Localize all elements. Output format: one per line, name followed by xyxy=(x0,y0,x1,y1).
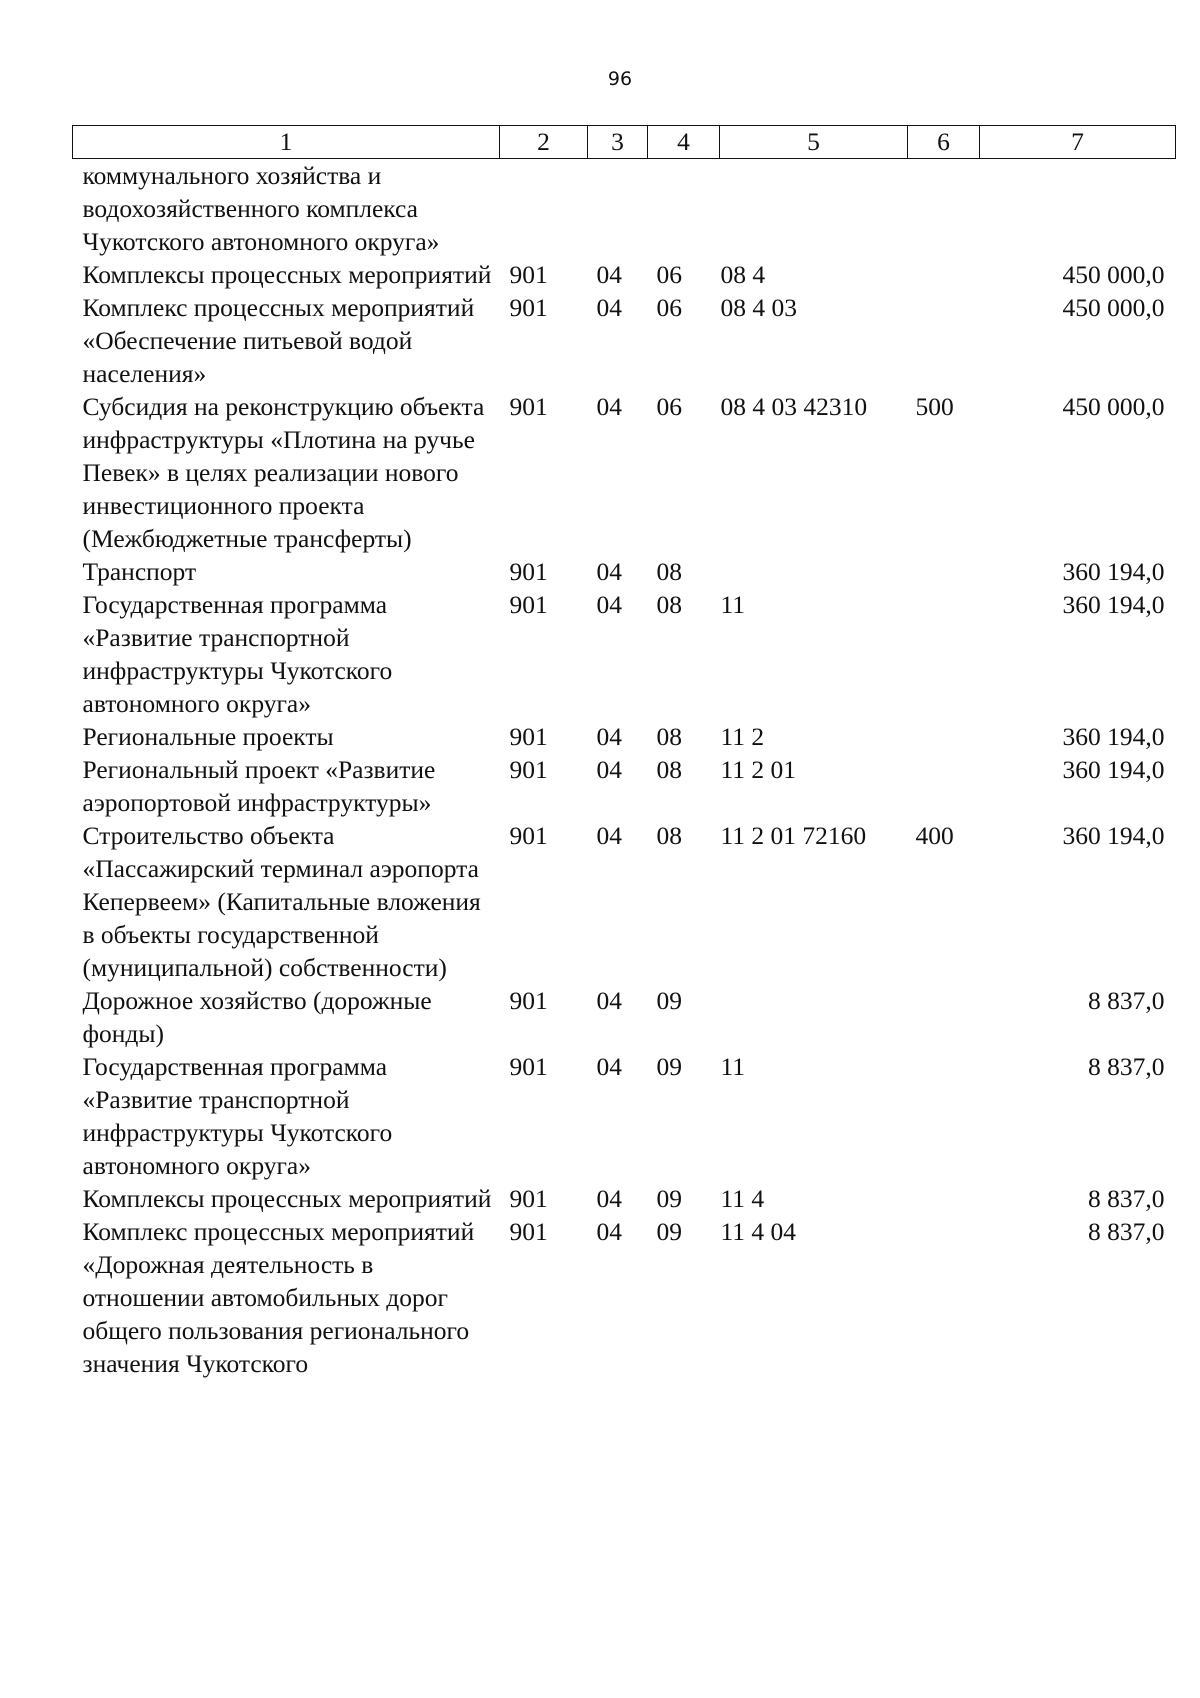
row-expense-type xyxy=(908,1182,980,1215)
row-ministry-code: 901 xyxy=(509,1184,548,1213)
row-ministry-code: 901 xyxy=(509,755,548,784)
row-ministry-code: 901 xyxy=(509,557,548,586)
row-amount: 450 000,0 xyxy=(1062,260,1165,289)
row-ministry-code: 901 xyxy=(509,986,548,1015)
column-header-2: 2 xyxy=(500,126,588,159)
row-amount: 360 194,0 xyxy=(1062,590,1165,619)
table-row xyxy=(73,753,1176,819)
table-row xyxy=(73,555,1176,588)
row-subsection-code: 08 xyxy=(656,590,682,619)
row-target-article: 11 2 01 xyxy=(720,755,797,784)
row-amount: 8 837,0 xyxy=(1088,986,1165,1015)
row-section-code: 04 xyxy=(596,986,622,1015)
row-ministry-code: 901 xyxy=(509,1217,548,1246)
row-name: Комплексы процессных мероприятий xyxy=(82,1184,492,1213)
row-amount: 360 194,0 xyxy=(1062,557,1165,586)
row-expense-type: 500 xyxy=(915,392,954,421)
column-header-4: 4 xyxy=(648,126,720,159)
table-row xyxy=(73,258,1176,291)
row-section-code: 04 xyxy=(596,1184,622,1213)
row-name: Комплекс процессных мероприятий «Обеспечение питьевой водой населения» xyxy=(82,293,475,388)
row-target-article: 11 4 04 xyxy=(720,1217,797,1246)
budget-table xyxy=(72,125,1176,1380)
row-name: Транспорт xyxy=(82,557,197,586)
row-amount: 8 837,0 xyxy=(1088,1184,1165,1213)
row-subsection-code: 08 xyxy=(656,821,682,850)
row-subsection-code: 08 xyxy=(656,755,682,784)
row-section-code: 04 xyxy=(596,722,622,751)
row-target-article xyxy=(720,159,908,259)
table-row xyxy=(73,291,1176,390)
row-subsection-code: 08 xyxy=(656,722,682,751)
row-section-code: 04 xyxy=(596,557,622,586)
row-subsection-code: 06 xyxy=(656,260,682,289)
row-name: Комплекс процессных мероприятий «Дорожная деятельность в отношении автомобильных дорог общего пользования регионального значения Чукотского xyxy=(82,1217,475,1378)
row-amount: 450 000,0 xyxy=(1062,293,1165,322)
page-number: 96 xyxy=(607,68,633,90)
table-row xyxy=(73,390,1176,555)
row-subsection-code: 09 xyxy=(656,1052,682,1081)
row-ministry-code: 901 xyxy=(509,293,548,322)
row-expense-type xyxy=(908,753,980,819)
row-expense-type xyxy=(908,1050,980,1182)
table-header-row xyxy=(73,126,1176,159)
row-name: Строительство объекта «Пассажирский терминал аэропорта Кепервеем» (Капитальные вложения в объекты государственной (муниципальной) собственности) xyxy=(82,821,481,982)
row-section-code: 04 xyxy=(596,1052,622,1081)
row-name: Комплексы процессных мероприятий xyxy=(82,260,492,289)
row-expense-type xyxy=(908,291,980,390)
row-expense-type xyxy=(908,1215,980,1380)
row-ministry-code: 901 xyxy=(509,821,548,850)
row-section-code: 04 xyxy=(596,590,622,619)
row-subsection-code: 09 xyxy=(656,1217,682,1246)
table-row xyxy=(73,984,1176,1050)
row-ministry-code xyxy=(500,159,588,259)
row-target-article: 08 4 xyxy=(720,260,766,289)
column-header-6: 6 xyxy=(908,126,980,159)
row-name: Субсидия на реконструкцию объекта инфраструктуры «Плотина на ручье Певек» в целях реализации нового инвестиционного проекта (Межбюджетные трансферты) xyxy=(82,392,485,553)
row-expense-type xyxy=(908,720,980,753)
row-target-article: 08 4 03 xyxy=(720,293,797,322)
table-row xyxy=(73,819,1176,984)
row-expense-type: 400 xyxy=(915,821,954,850)
row-subsection-code: 09 xyxy=(656,1184,682,1213)
row-ministry-code: 901 xyxy=(509,722,548,751)
row-target-article: 08 4 03 42310 xyxy=(720,392,868,421)
column-header-7: 7 xyxy=(980,126,1176,159)
row-amount: 360 194,0 xyxy=(1062,821,1165,850)
row-expense-type xyxy=(908,258,980,291)
row-section-code: 04 xyxy=(596,821,622,850)
row-name: Региональные проекты xyxy=(82,722,334,751)
column-header-1: 1 xyxy=(73,126,500,159)
row-target-article: 11 2 xyxy=(720,722,765,751)
row-subsection-code: 09 xyxy=(656,986,682,1015)
row-ministry-code: 901 xyxy=(509,392,548,421)
row-expense-type xyxy=(908,588,980,720)
row-amount xyxy=(980,159,1176,259)
row-subsection-code: 06 xyxy=(656,293,682,322)
row-subsection-code: 06 xyxy=(656,392,682,421)
row-amount: 360 194,0 xyxy=(1062,722,1165,751)
row-expense-type xyxy=(908,555,980,588)
row-target-article: 11 4 xyxy=(720,1184,765,1213)
row-name: Дорожное хозяйство (дорожные фонды) xyxy=(82,986,432,1048)
row-ministry-code: 901 xyxy=(509,260,548,289)
row-subsection-code xyxy=(648,159,720,259)
row-name: Региональный проект «Развитие аэропортовой инфраструктуры» xyxy=(82,755,436,817)
column-header-3: 3 xyxy=(588,126,648,159)
row-section-code: 04 xyxy=(596,755,622,784)
row-amount: 450 000,0 xyxy=(1062,392,1165,421)
column-header-5: 5 xyxy=(720,126,908,159)
table-row xyxy=(73,159,1176,259)
row-subsection-code: 08 xyxy=(656,557,682,586)
table-row xyxy=(73,1050,1176,1182)
table-row xyxy=(73,1182,1176,1215)
row-name: Государственная программа «Развитие транспортной инфраструктуры Чукотского автономного округа» xyxy=(82,1052,393,1180)
row-section-code: 04 xyxy=(596,1217,622,1246)
row-section-code: 04 xyxy=(596,260,622,289)
row-section-code: 04 xyxy=(596,293,622,322)
row-target-article: 11 2 01 72160 xyxy=(720,821,867,850)
table-row xyxy=(73,1215,1176,1380)
row-section-code xyxy=(588,159,648,259)
row-expense-type xyxy=(908,984,980,1050)
row-target-article: 11 xyxy=(720,1052,746,1081)
table-row xyxy=(73,588,1176,720)
row-amount: 8 837,0 xyxy=(1088,1217,1165,1246)
row-target-article xyxy=(720,555,908,588)
row-amount: 360 194,0 xyxy=(1062,755,1165,784)
row-amount: 8 837,0 xyxy=(1088,1052,1165,1081)
row-section-code: 04 xyxy=(596,392,622,421)
row-ministry-code: 901 xyxy=(509,590,548,619)
table-row xyxy=(73,720,1176,753)
row-target-article: 11 xyxy=(720,590,746,619)
row-name: коммунального хозяйства и водохозяйственного комплекса Чукотского автономного округа» xyxy=(82,161,440,256)
row-target-article xyxy=(720,984,908,1050)
row-ministry-code: 901 xyxy=(509,1052,548,1081)
row-name: Государственная программа «Развитие транспортной инфраструктуры Чукотского автономного округа» xyxy=(82,590,393,718)
row-expense-type xyxy=(908,159,980,259)
